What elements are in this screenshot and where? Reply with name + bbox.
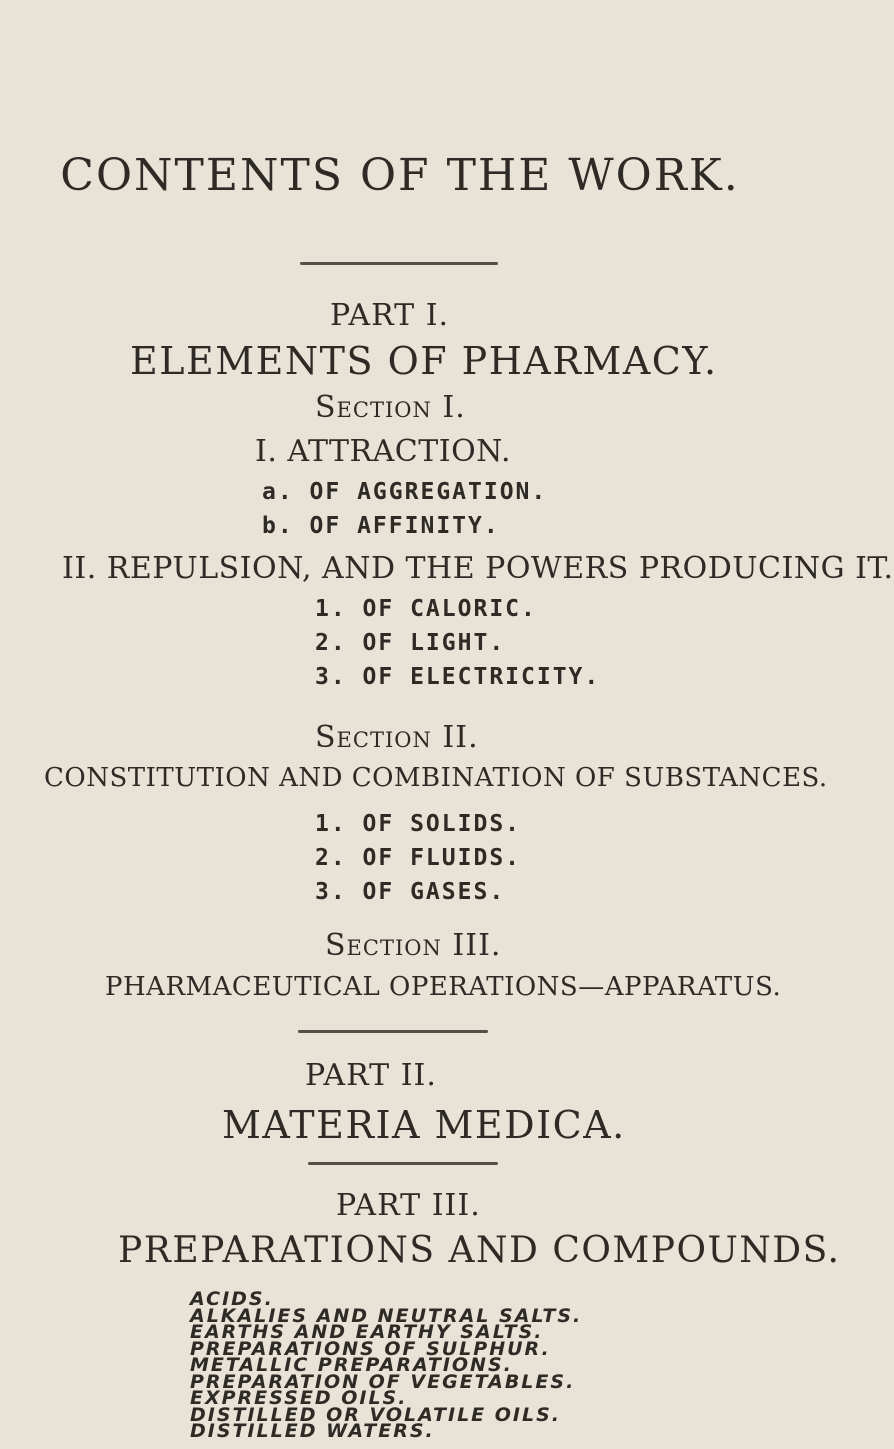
list-item: 3. OF GASES. bbox=[315, 879, 506, 905]
section-1-label: Section I. bbox=[315, 390, 466, 425]
list-item: DISTILLED OR VOLATILE OILS. bbox=[190, 1403, 562, 1426]
subsection-a: a. OF AGGREGATION. bbox=[262, 479, 548, 505]
part-1-label: PART I. bbox=[330, 298, 450, 333]
list-item: METALLIC PREPARATIONS. bbox=[190, 1354, 513, 1376]
subsection-b: b. OF AFFINITY. bbox=[262, 513, 500, 539]
section-1-heading-repulsion: II. REPULSION, AND THE POWERS PRODUCING IT. bbox=[62, 551, 894, 586]
part-2-label: PART II. bbox=[305, 1058, 437, 1093]
part-1-title: ELEMENTS OF PHARMACY. bbox=[130, 339, 718, 383]
list-item: EARTHS AND EARTHY SALTS. bbox=[190, 1321, 544, 1343]
list-item: 2. OF FLUIDS. bbox=[315, 845, 522, 871]
divider bbox=[308, 1162, 498, 1165]
divider bbox=[300, 262, 498, 265]
list-item: EXPRESSED OILS. bbox=[190, 1387, 408, 1409]
part-3-title: PREPARATIONS AND COMPOUNDS. bbox=[118, 1230, 841, 1271]
part-3-label: PART III. bbox=[336, 1188, 481, 1223]
list-item: 2. OF LIGHT. bbox=[315, 630, 506, 656]
list-item: PREPARATION OF VEGETABLES. bbox=[190, 1370, 576, 1393]
list-item: 1. OF CALORIC. bbox=[315, 596, 537, 622]
list-item: PREPARATIONS OF SULPHUR. bbox=[190, 1337, 551, 1360]
section-2-heading: CONSTITUTION AND COMBINATION OF SUBSTANCES. bbox=[44, 763, 828, 793]
section-1-heading-attraction: I. ATTRACTION. bbox=[255, 434, 512, 469]
section-3-heading: PHARMACEUTICAL OPERATIONS—APPARATUS. bbox=[105, 972, 782, 1002]
page-title: CONTENTS OF THE WORK. bbox=[60, 150, 740, 201]
part-2-title: MATERIA MEDICA. bbox=[222, 1103, 626, 1147]
list-item: DISTILLED WATERS. bbox=[190, 1420, 435, 1442]
divider bbox=[298, 1030, 488, 1033]
section-3-label: Section III. bbox=[325, 928, 502, 963]
list-item: 3. OF ELECTRICITY. bbox=[315, 664, 601, 690]
list-item: ALKALIES AND NEUTRAL SALTS. bbox=[190, 1304, 583, 1327]
list-item: ACIDS. bbox=[190, 1288, 274, 1310]
list-item: 1. OF SOLIDS. bbox=[315, 811, 522, 837]
section-2-label: Section II. bbox=[315, 720, 479, 755]
